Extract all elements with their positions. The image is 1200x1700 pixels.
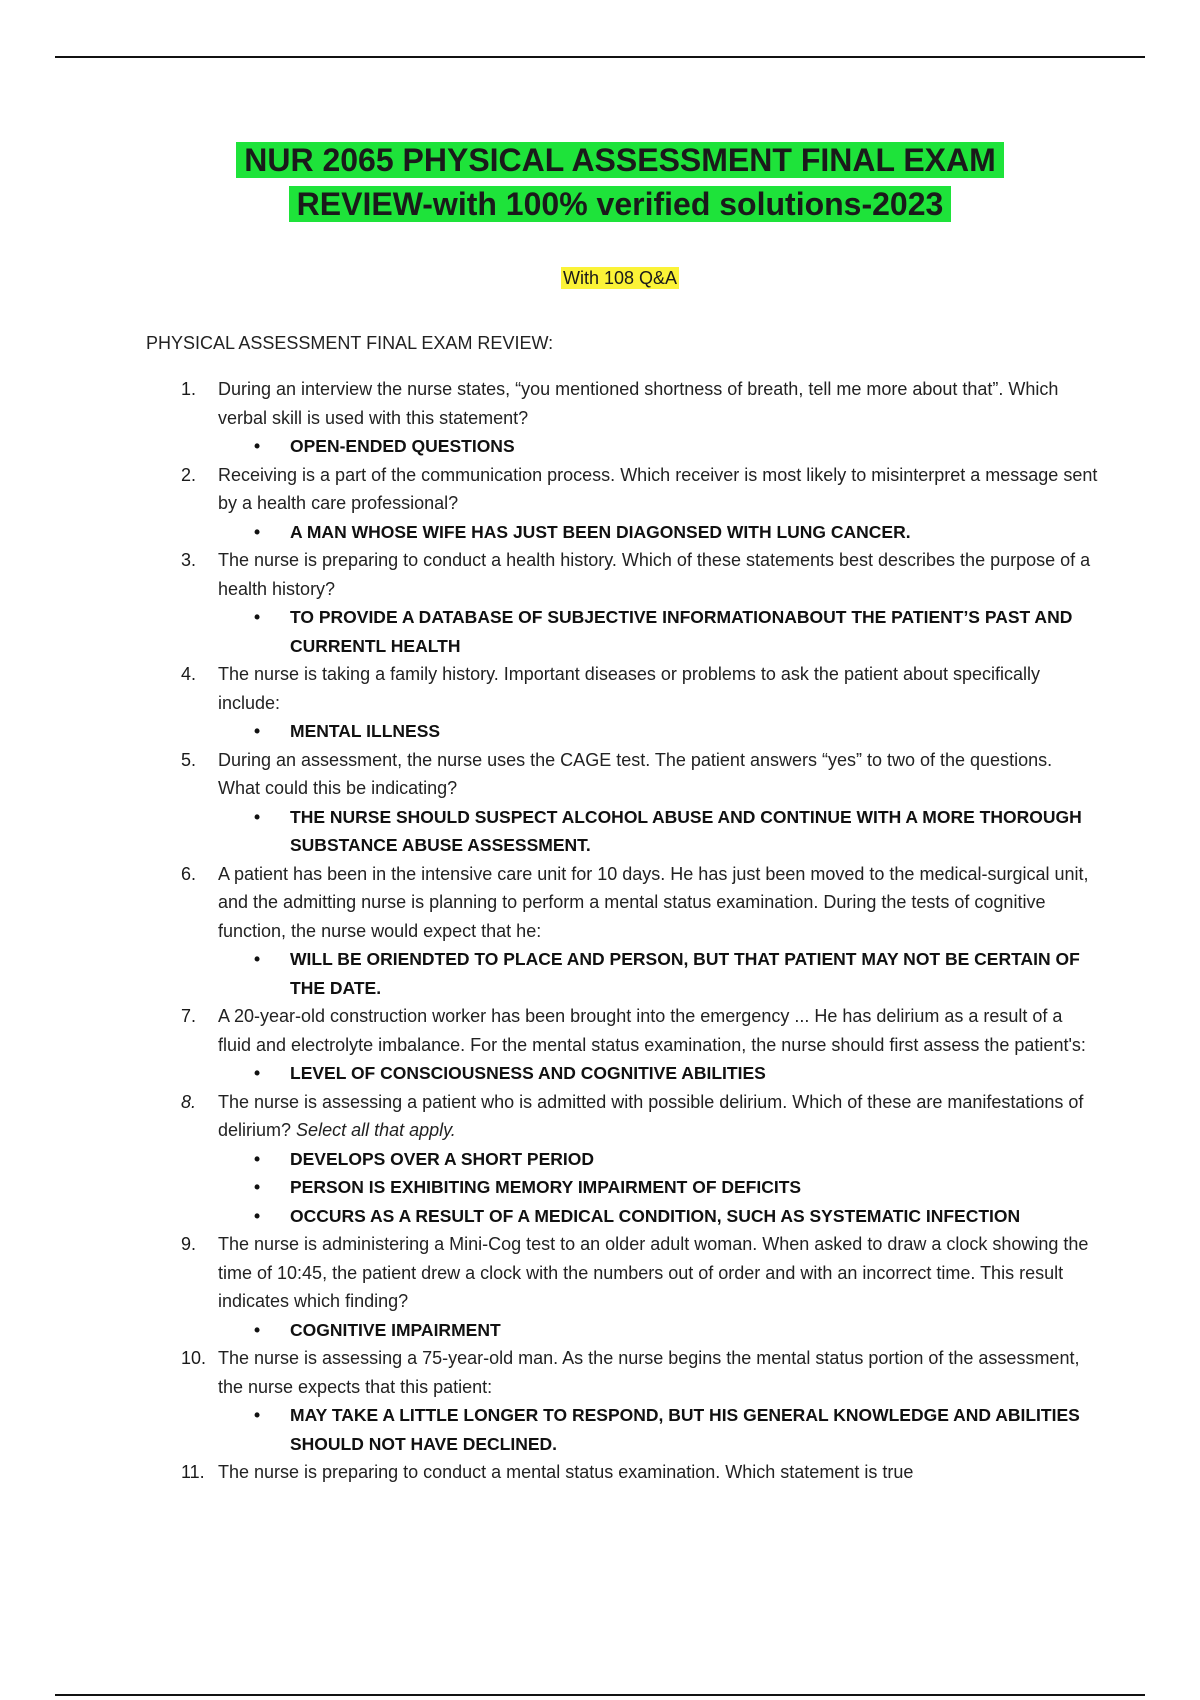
answer-text: MAY TAKE A LITTLE LONGER TO RESPOND, BUT HIS GENERAL KNOWLEDGE AND ABILITIES SHOULD NOT HAVE DECLINED. [290, 1405, 1080, 1454]
question-text [218, 1344, 1098, 1401]
bullet-icon: • [254, 607, 261, 627]
question-item [0, 1230, 1200, 1344]
answer-list [0, 603, 1200, 660]
question-text-main: The nurse is taking a family history. Important diseases or problems to ask the patient about specifically include: [218, 664, 1041, 713]
question-number: 1. [181, 379, 197, 399]
section-heading: PHYSICAL ASSESSMENT FINAL EXAM REVIEW: [146, 333, 554, 353]
question-text [218, 746, 1098, 803]
question-number: 8. [181, 1091, 197, 1112]
question-number: 10. [181, 1348, 207, 1368]
question-number: 4. [181, 664, 197, 684]
subtitle-highlight: With 108 Q&A [562, 268, 678, 288]
question-text [218, 375, 1098, 432]
question-number: 2. [181, 464, 197, 485]
answer-list [0, 518, 1200, 547]
bottom-rule [55, 1694, 1145, 1696]
answer-list [0, 1059, 1200, 1088]
document-subtitle [0, 266, 1200, 290]
answer-text: COGNITIVE IMPAIRMENT [290, 1319, 501, 1340]
answer-item [254, 1316, 1100, 1345]
bullet-icon: • [254, 1148, 261, 1169]
question-text-main: During an assessment, the nurse uses the CAGE test. The patient answers “yes” to two of the questions. What could this be indicating? [218, 749, 1053, 798]
question-text [218, 860, 1098, 946]
question-item [0, 660, 1200, 746]
answer-list [0, 717, 1200, 746]
question-number: 9. [181, 1234, 197, 1254]
answer-text: A MAN WHOSE WIFE HAS JUST BEEN DIAGONSED WITH LUNG CANCER. [290, 521, 911, 542]
question-text [218, 660, 1098, 717]
question-text [218, 1230, 1098, 1316]
answer-text: PERSON IS EXHIBITING MEMORY IMPAIRMENT OF DEFICITS [290, 1177, 802, 1197]
answer-list [0, 432, 1200, 461]
answer-text: MENTAL ILLNESS [290, 721, 441, 741]
question-text-main: A patient has been in the intensive care unit for 10 days. He has just been moved to the medical-surgical unit, and the admitting nurse is planning to perform a mental status examination. During the tests of cognitive function, the nurse would expect that he: [218, 863, 1089, 941]
bullet-icon: • [254, 1177, 261, 1197]
question-item [0, 461, 1200, 547]
question-text-main: A 20-year-old construction worker has been brought into the emergency ... He has delirium as a result of a fluid and electrolyte imbalance. For the mental status examination, the nurse should first assess the patient's: [218, 1006, 1086, 1055]
bullet-icon: • [254, 521, 261, 542]
answer-list [0, 1145, 1200, 1231]
answer-item [254, 1173, 1100, 1202]
answer-item [254, 717, 1100, 746]
question-text-main: The nurse is preparing to conduct a health history. Which of these statements best describes the purpose of a health history? [218, 550, 1091, 599]
question-text-main: The nurse is assessing a 75-year-old man. As the nurse begins the mental status portion of the assessment, the nurse expects that this patient: [218, 1348, 1080, 1397]
title-line-2: REVIEW-with 100% verified solutions-2023 [289, 186, 952, 222]
answer-text: LEVEL OF CONSCIOUSNESS AND COGNITIVE ABILITIES [290, 1063, 766, 1083]
title-line-1: NUR 2065 PHYSICAL ASSESSMENT FINAL EXAM [236, 142, 1004, 178]
answer-list [0, 1401, 1200, 1458]
question-number: 6. [181, 863, 197, 884]
question-text [218, 546, 1098, 603]
bullet-icon: • [254, 436, 261, 456]
answer-item [254, 432, 1100, 461]
answer-item [254, 945, 1100, 1002]
question-number: 3. [181, 550, 197, 570]
answer-list [0, 1316, 1200, 1345]
bullet-icon: • [254, 1205, 261, 1226]
top-rule [55, 56, 1145, 58]
question-text-main: The nurse is assessing a patient who is admitted with possible delirium. Which of these are manifestations of delirium? [218, 1091, 1084, 1140]
answer-item [254, 1401, 1100, 1458]
answer-text: TO PROVIDE A DATABASE OF SUBJECTIVE INFORMATIONABOUT THE PATIENT’S PAST AND CURRENTL HEALTH [290, 607, 1073, 656]
answer-text: WILL BE ORIENDTED TO PLACE AND PERSON, BUT THAT PATIENT MAY NOT BE CERTAIN OF THE DATE. [290, 949, 1080, 998]
question-item [0, 375, 1200, 461]
question-number: 7. [181, 1006, 197, 1026]
question-text [218, 1002, 1098, 1059]
question-text-italic: Select all that apply. [296, 1120, 456, 1140]
question-text [218, 461, 1098, 518]
bullet-icon: • [254, 1063, 261, 1083]
answer-text: THE NURSE SHOULD SUSPECT ALCOHOL ABUSE AND CONTINUE WITH A MORE THOROUGH SUBSTANCE ABUSE ASSESSMENT. [290, 806, 1082, 855]
answer-list [0, 945, 1200, 1002]
answer-item [254, 518, 1100, 547]
answer-text: DEVELOPS OVER A SHORT PERIOD [290, 1148, 595, 1169]
answer-item [254, 1202, 1100, 1231]
document-title [0, 138, 1200, 226]
question-item [0, 860, 1200, 1003]
question-item [0, 1458, 1200, 1487]
answer-text: OPEN-ENDED QUESTIONS [290, 436, 515, 456]
question-text [218, 1088, 1098, 1145]
answer-list [0, 803, 1200, 860]
bullet-icon: • [254, 1319, 261, 1340]
answer-item [254, 1145, 1100, 1174]
bullet-icon: • [254, 806, 261, 827]
question-item [0, 1088, 1200, 1231]
question-item [0, 1344, 1200, 1458]
question-number: 5. [181, 749, 197, 770]
bullet-icon: • [254, 949, 261, 969]
question-text [218, 1458, 1098, 1487]
bullet-icon: • [254, 1405, 261, 1425]
answer-item [254, 803, 1100, 860]
bullet-icon: • [254, 721, 261, 741]
question-item [0, 1002, 1200, 1088]
question-text-main: The nurse is preparing to conduct a mental status examination. Which statement is true [218, 1462, 914, 1482]
answer-item [254, 1059, 1100, 1088]
answer-text: OCCURS AS A RESULT OF A MEDICAL CONDITION, SUCH AS SYSTEMATIC INFECTION [290, 1205, 1021, 1226]
question-text-main: During an interview the nurse states, “you mentioned shortness of breath, tell me more about that”. Which verbal skill is used with this statement? [218, 379, 1059, 428]
question-text-main: Receiving is a part of the communication process. Which receiver is most likely to misinterpret a message sent by a health care professional? [218, 464, 1098, 513]
question-number: 11. [181, 1462, 205, 1482]
question-item [0, 746, 1200, 860]
answer-item [254, 603, 1100, 660]
question-item [0, 546, 1200, 660]
question-list [0, 375, 1200, 1487]
question-text-main: The nurse is administering a Mini-Cog test to an older adult woman. When asked to draw a clock showing the time of 10:45, the patient drew a clock with the numbers out of order and with an incorrect time. This result indicates which finding? [218, 1234, 1089, 1311]
